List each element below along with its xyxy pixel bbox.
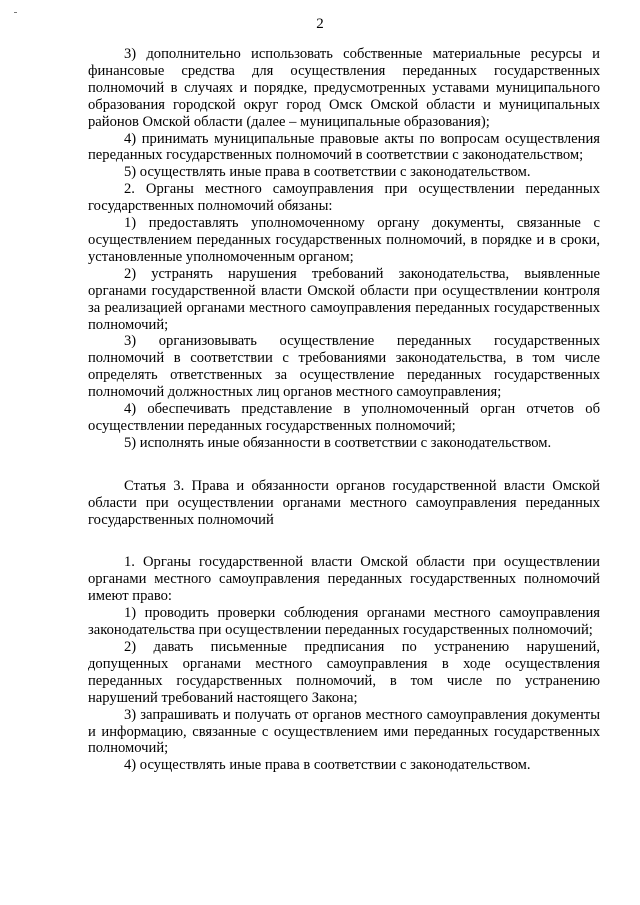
- paragraph: 2) устранять нарушения требований законодательства, выявленные органами государственной власти Омской области при осуществлении контроля за реализацией органами местного самоуправления переданных государственных полномочий;: [88, 265, 600, 333]
- document-body: [88, 46, 600, 774]
- paragraph: 3) организовывать осуществление переданных государственных полномочий в соответствии с требованиями законодательства, в том числе определять ответственных за осуществление переданных государственных полномочий должностных лиц органов местного самоуправления;: [88, 333, 600, 401]
- paragraph: 1) предоставлять уполномоченному органу документы, связанные с осуществлением переданных государственных полномочий, в порядке и в сроки, установленные уполномоченным органом;: [88, 215, 600, 265]
- paragraph: 3) дополнительно использовать собственные материальные ресурсы и финансовые средства для осуществления переданных государственных полномочий в случаях и порядке, предусмотренных уставами муниципального образования городской округ город Омск Омской области и муниципальных районов Омской области (далее – муниципальные образования);: [88, 46, 600, 130]
- scan-artifact: [14, 12, 17, 13]
- article-title: Статья 3. Права и обязанности органов государственной власти Омской области при осуществлении органами местного самоуправления переданных государственных полномочий: [88, 477, 600, 528]
- paragraph: 2. Органы местного самоуправления при осуществлении переданных государственных полномочий обязаны:: [88, 181, 600, 215]
- paragraph: 2) давать письменные предписания по устранению нарушений, допущенных органами местного самоуправления в ходе осуществления переданных государственных полномочий, в том числе по устранению нарушений требований настоящего Закона;: [88, 639, 600, 706]
- paragraph: 4) принимать муниципальные правовые акты по вопросам осуществления переданных государственных полномочий в соответствии с законодательством;: [88, 130, 600, 164]
- paragraph: 5) осуществлять иные права в соответствии с законодательством.: [124, 164, 531, 181]
- paragraph: 3) запрашивать и получать от органов местного самоуправления документы и информацию, связанные с осуществлением ими переданных государственных полномочий;: [88, 706, 600, 757]
- paragraph: 1) проводить проверки соблюдения органами местного самоуправления законодательства при осуществлении переданных государственных полномочий;: [88, 605, 600, 639]
- paragraph: 1. Органы государственной власти Омской области при осуществлении органами местного самоуправления переданных государственных полномочий имеют право:: [88, 554, 600, 605]
- page-number: 2: [316, 16, 324, 32]
- paragraph: 5) исполнять иные обязанности в соответствии с законодательством.: [124, 434, 552, 451]
- paragraph: 4) обеспечивать представление в уполномоченный орган отчетов об осуществлении переданных государственных полномочий;: [88, 401, 600, 434]
- paragraph: 4) осуществлять иные права в соответствии с законодательством.: [124, 757, 531, 774]
